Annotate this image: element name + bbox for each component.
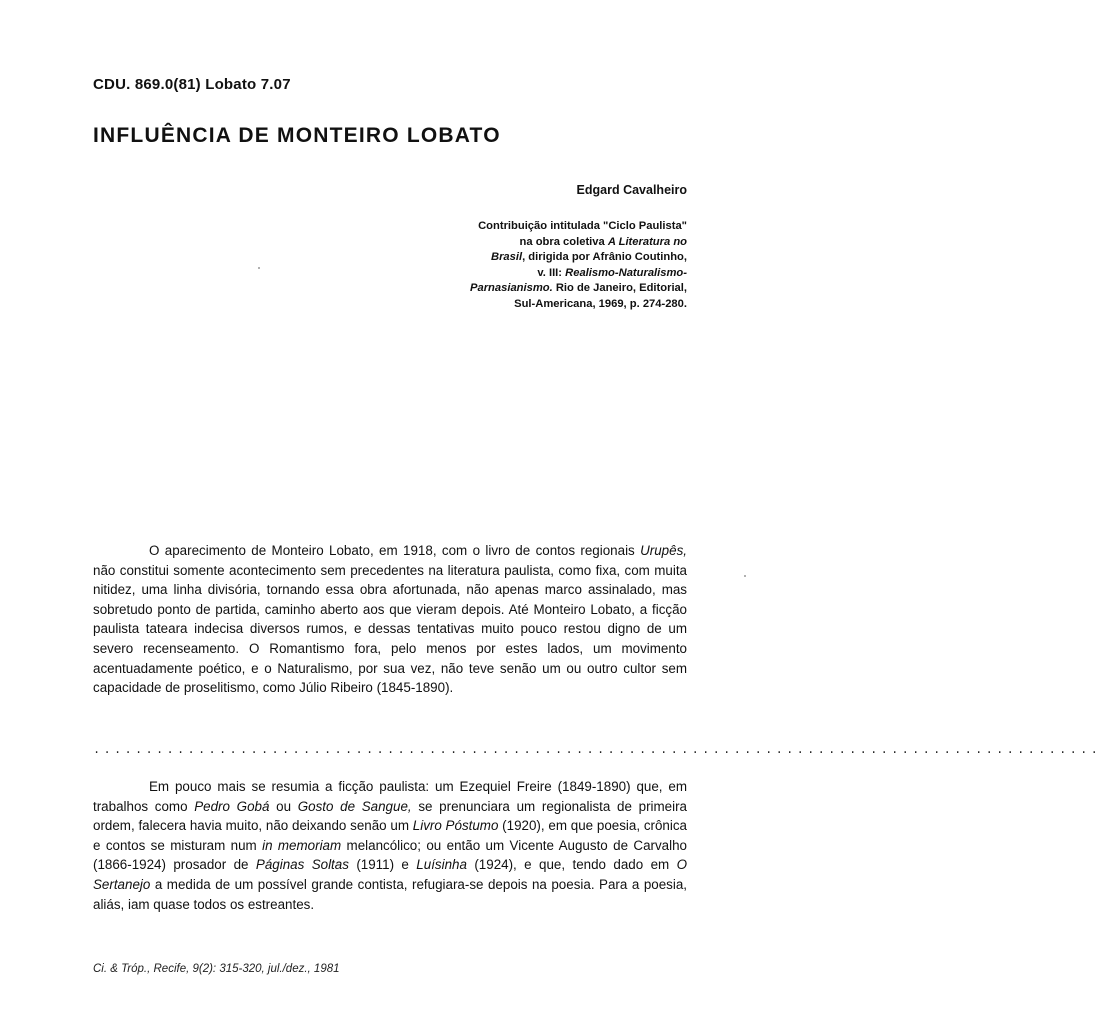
article-title: INFLUÊNCIA DE MONTEIRO LOBATO — [93, 124, 501, 147]
paragraph-1 — [93, 541, 687, 698]
contribution-line: v. III: Realismo-Naturalismo- — [537, 266, 687, 279]
paragraph-text: O aparecimento de Monteiro Lobato, em 1918, com o livro de contos regionais Urupês, não constitui somente acontecimento sem precedentes na literatura paulista, como fixa, com muita nitidez, uma linha divisória, tornando essa obra afortunada, não apenas marco assinalado, mas sobretudo ponto de partida, caminho aberto aos que vieram depois. Até Monteiro Lobato, a ficção paulista tateara indecisa diversos rumos, e dessas tentativas muito pouco restou digno de um severo recenseamento. O Romantismo fora, pelo menos por estes lados, um movimento acentuadamente poético, e o Naturalismo, por sua vez, não teve senão um ou outro cultor sem capacidade de proselitismo, como Júlio Ribeiro (1845-1890). — [93, 543, 687, 696]
paragraph-2 — [93, 777, 687, 914]
contribution-line: Contribuição intitulada "Ciclo Paulista" — [478, 220, 687, 232]
contribution-note — [387, 219, 687, 313]
journal-footer: Ci. & Tróp., Recife, 9(2): 315-320, jul./dez., 1981 — [93, 963, 340, 975]
author-name: Edgard Cavalheiro — [576, 183, 687, 197]
paragraph-text: Em pouco mais se resumia a ficção paulista: um Ezequiel Freire (1849-1890) que, em trabalhos como Pedro Gobá ou Gosto de Sangue, se prenunciara um regionalista de primeira ordem, falecera havia muito, não deixando senão um Livro Póstumo (1920), em que poesia, crônica e contos se misturam num in memoriam melancólico; ou então um Vicente Augusto de Carvalho (1866-1924) prosador de Páginas Soltas (1911) e Luísinha (1924), e que, tendo dado em O Sertanejo a medida de um possível grande contista, refugiara-se depois na poesia. Para a poesia, aliás, iam quase todos os estreantes. — [93, 779, 688, 912]
scan-speck — [258, 267, 260, 269]
contribution-line: na obra coletiva A Literatura no — [519, 235, 687, 248]
contribution-line: Brasil, dirigida por Afrânio Coutinho, — [491, 251, 687, 264]
cdu-classification: CDU. 869.0(81) Lobato 7.07 — [93, 76, 291, 93]
scan-speck — [744, 575, 746, 577]
contribution-line: Sul-Americana, 1969, p. 274-280. — [514, 297, 687, 310]
dotted-separator: ................................................................................................ — [93, 743, 1101, 757]
contribution-line: Parnasianismo. Rio de Janeiro, Editorial, — [470, 282, 687, 295]
